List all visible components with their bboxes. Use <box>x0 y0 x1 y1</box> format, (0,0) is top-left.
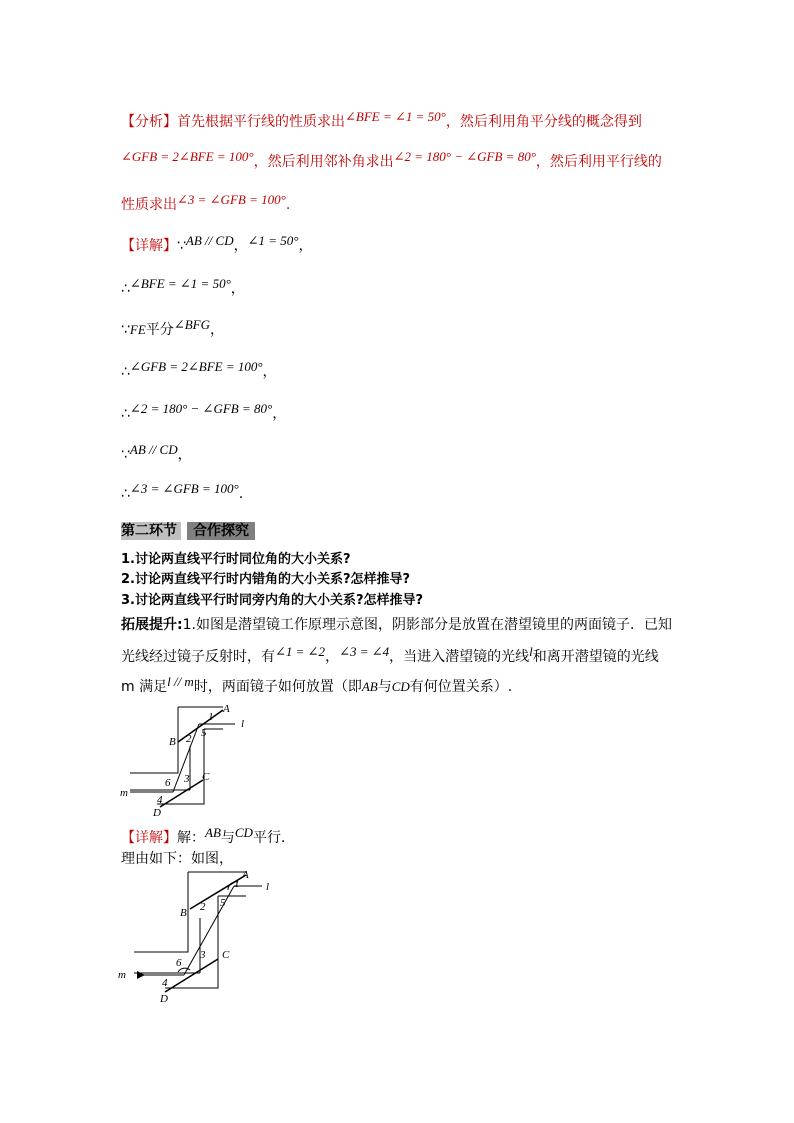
math-expr: AB <box>205 825 221 840</box>
detail-step-3 <box>121 319 224 339</box>
detail-step-5 <box>121 403 286 423</box>
math-expr: CD <box>391 679 410 694</box>
detail-step-2 <box>121 278 245 298</box>
label-5: 5 <box>220 897 226 909</box>
therefore-symbol: ∴ <box>121 364 130 380</box>
detail-step-1 <box>121 235 312 255</box>
label-B: B <box>180 907 187 919</box>
math-expr: ∠3 = ∠GFB = 100° <box>129 481 239 496</box>
extension-text: ，当进入潜望镜的光线 <box>389 649 530 665</box>
light-ray-vertical <box>184 886 234 975</box>
extension-text: m 满足 <box>121 679 168 695</box>
separator: ， <box>209 322 224 338</box>
label-4: 4 <box>157 794 163 806</box>
math-expr: ∠BFE = ∠1 = 50° <box>129 276 231 291</box>
reason-line: 理由如下：如图， <box>121 851 233 867</box>
question-1: 1.讨论两直线平行时同位角的大小关系? <box>121 552 351 567</box>
separator: ， <box>272 406 287 422</box>
question-2: 2.讨论两直线平行时内错角的大小关系?怎样推导? <box>121 572 411 587</box>
math-expr: ∠2 = 180° − ∠GFB = 80° <box>393 149 536 164</box>
answer-text: 平行． <box>252 830 295 846</box>
periscope-figure-2 <box>112 866 282 1004</box>
label-6: 6 <box>176 957 182 969</box>
label-D: D <box>160 993 168 1004</box>
separator: ， <box>262 364 277 380</box>
therefore-symbol: ∴ <box>121 281 130 297</box>
math-expr: l // m <box>167 674 194 689</box>
periscope-figure-1 <box>115 702 255 822</box>
answer-tag: 【详解】 <box>121 830 177 846</box>
math-expr: ∠2 = 180° − ∠GFB = 80° <box>129 401 273 416</box>
extension-text: 时，两面镜子如何放置（即 <box>193 679 362 695</box>
because-symbol: ∵ <box>121 447 130 463</box>
separator: ， <box>298 238 313 254</box>
answer-text: 与 <box>220 830 235 846</box>
answer-text: 解： <box>177 830 205 846</box>
extension-line-3 <box>121 676 512 696</box>
detail-step-7 <box>121 481 244 502</box>
math-expr: ∠3 = ∠GFB = 100° <box>177 192 286 207</box>
extension-text: 1.如图是潜望镜工作原理示意图，阴影部分是放置在潜望镜里的两面镜子．已知 <box>182 617 672 633</box>
section-title-part2: 合作探究 <box>187 522 255 540</box>
detail-tag: 【详解】 <box>121 238 177 254</box>
because-symbol: ∵ <box>121 322 130 338</box>
label-1: 1 <box>208 711 214 723</box>
label-3: 3 <box>200 949 206 961</box>
label-3: 3 <box>184 773 190 785</box>
separator: ， <box>230 281 245 297</box>
math-expr: l <box>529 644 533 659</box>
question-3: 3.讨论两直线平行时同旁内角的大小关系?怎样推导? <box>121 593 424 608</box>
math-expr: AB <box>361 679 378 694</box>
math-expr: ∠3 = ∠4 <box>339 644 390 659</box>
detail-step-6 <box>121 444 192 464</box>
separator: ， <box>233 238 248 254</box>
label-l: l <box>266 881 270 893</box>
therefore-symbol: ∴ <box>121 486 130 502</box>
math-expr: ∠1 = 50° <box>247 233 299 248</box>
extension-text: 与 <box>377 679 392 695</box>
detail-text: 平分 <box>145 322 174 338</box>
analysis-line-2 <box>121 151 662 171</box>
extension-line-2 <box>121 646 659 666</box>
extension-text: 有何位置关系）. <box>409 679 513 695</box>
math-expr: FE <box>129 322 146 337</box>
section-title <box>121 520 255 540</box>
analysis-tag: 【分析】 <box>121 114 177 130</box>
label-D: D <box>153 807 161 819</box>
analysis-text: ，然后利用平行线的 <box>535 154 662 170</box>
analysis-text: 性质求出 <box>121 197 177 213</box>
analysis-text: ，然后利用邻补角求出 <box>253 154 394 170</box>
separator: . <box>238 486 244 502</box>
label-4: 4 <box>162 977 168 989</box>
analysis-line-1 <box>121 111 642 131</box>
periscope-wall <box>165 896 218 988</box>
math-expr: AB // CD <box>185 233 234 248</box>
label-2: 2 <box>186 733 192 745</box>
label-C: C <box>222 949 230 961</box>
label-m: m <box>118 969 126 981</box>
analysis-text: . <box>285 197 291 213</box>
label-5: 5 <box>201 727 207 739</box>
label-A: A <box>223 703 230 715</box>
label-1: 1 <box>234 878 240 890</box>
math-expr: ∠BFE = ∠1 = 50° <box>345 109 446 124</box>
math-expr: ∠BFG <box>173 317 210 332</box>
label-6: 6 <box>165 777 171 789</box>
analysis-text: ，然后利用角平分线的概念得到 <box>445 114 642 130</box>
separator: ， <box>325 649 340 665</box>
detail-step-4 <box>121 361 277 381</box>
extension-text: 和离开潜望镜的光线 <box>532 649 659 665</box>
label-l: l <box>241 718 245 730</box>
label-2: 2 <box>200 901 206 913</box>
because-symbol: ∵ <box>177 238 186 254</box>
label-A: A <box>242 869 249 881</box>
extension-line-1 <box>121 614 672 634</box>
label-C: C <box>202 771 210 783</box>
section-title-part1: 第二环节 <box>121 522 181 540</box>
math-expr: ∠GFB = 2∠BFE = 100° <box>129 359 263 374</box>
analysis-text: 首先根据平行线的性质求出 <box>177 114 345 130</box>
therefore-symbol: ∴ <box>121 406 130 422</box>
analysis-line-3 <box>121 194 290 214</box>
extension-text: 光线经过镜子反射时，有 <box>121 649 275 665</box>
separator: ， <box>177 447 192 463</box>
math-expr: AB // CD <box>129 442 178 457</box>
extension-label: 拓展提升: <box>121 617 183 633</box>
label-B: B <box>169 736 176 748</box>
label-m: m <box>120 787 128 799</box>
math-expr: CD <box>234 825 253 840</box>
math-expr: ∠GFB = 2∠BFE = 100° <box>121 149 254 164</box>
answer-line <box>121 827 295 847</box>
math-expr: ∠1 = ∠2 <box>275 644 326 659</box>
